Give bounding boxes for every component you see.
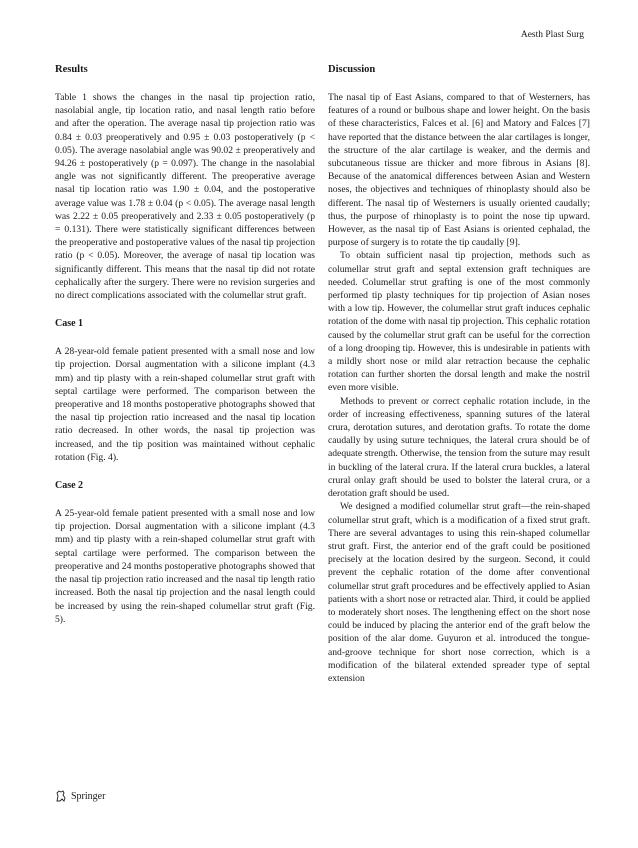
publisher-name: Springer (71, 790, 106, 802)
discussion-paragraph-3: Methods to prevent or correct cephalic rotation include, in the order of increasing effectiveness, spanning sutures of the lateral crura, derotation sutures, and derotation grafts. To rotate the dome caudally by using suture techniques, the lateral crura should be of adequate strength. Otherwise, the tension from the suture may result in buckling of the lateral crura. If the lateral crura buckles, a lateral crural onlay graft should be used to bolster the lateral crura, or a derotation graft should be used. (328, 395, 590, 500)
case1-heading: Case 1 (55, 318, 84, 330)
results-heading: Results (55, 64, 88, 75)
left-column (55, 63, 315, 641)
discussion-paragraph-1: The nasal tip of East Asians, compared to that of Westerners, has features of a round or bulbous shape and lower height. On the basis of these characteristics, Falces et al. [6] and Matory and Falces [7] have reported that the distance between the alar cartilages is longer, the structure of the alar cartilage is weaker, and the dermis and subcutaneous tissue are thicker and more fibrous in Asians [8]. Because of the anatomical differences between Asian and Western noses, the objectives and techniques of rhinoplasty should also be different. The nasal tip of Westerners is usually oriented caudally; thus, the purpose of rhinoplasty is to point the nose tip upward. However, as the nasal tip of East Asians is oriented cephalad, the purpose of surgery is to rotate the tip caudally [9]. (328, 92, 590, 249)
discussion-paragraph-4: We designed a modified columellar strut graft—the rein-shaped columellar strut graft, which is a modification of a fixed strut graft. There are several advantages to using this rein-shaped columellar strut graft. First, the anterior end of the graft could be positioned precisely at the location desired by the surgeon. Second, it could prevent the cephalic rotation of the dome after conventional columellar strut graft procedures and be effectively applied to Asian patients with a short nose or retracted alar. Third, it could be applied to moderately short noses. The lengthening effect on the short nose could be induced by placing the anterior end of the graft below the position of the alar dome. Guyuron et al. introduced the tongue-and-groove technique for short nose correction, which is a modification of the bilateral extended spreader type of septal extension (328, 501, 590, 684)
discussion-heading: Discussion (328, 64, 376, 75)
results-paragraph: Table 1 shows the changes in the nasal tip projection ratio, nasolabial angle, tip location ratio, and nasal length ratio before and after the operation. The average nasal tip projection ratio was 0.84 ± 0.03 preoperatively and 0.95 ± 0.03 postoperatively (p < 0.05). The average nasolabial angle was 90.02 ± preoperatively and 94.26 ± postoperatively (p = 0.097). The change in the nasolabial angle was not significantly different. The preoperative average nasal tip location ratio was 1.90 ± 0.04, and the postoperative average value was 1.78 ± 0.04 (p < 0.05). The average nasal length was 2.22 ± 0.05 preoperatively and 2.33 ± 0.05 postoperatively (p = 0.131). There were statistically significant differences between the preoperative and postoperative values of the nasal tip projection ratio (p < 0.05). Moreover, the average of nasal tip location was significantly different. This means that the nasal tip did not rotate cephalically after the surgery. There were no revision surgeries and no direct complications associated with the columellar strut graft. (55, 92, 315, 302)
case2-heading: Case 2 (55, 480, 84, 492)
discussion-paragraph-2: To obtain sufficient nasal tip projection, methods such as columellar strut graft and septal extension graft techniques are needed. Columellar strut grafting is one of the most commonly performed tip plasty techniques for tip projection of Asian noses with a low tip. However, the columellar strut graft induces cephalic rotation of the dome with nasal tip projection. This cephalic rotation caused by the columellar strut graft can be useful for the correction of a long drooping tip. However, this is undesirable in patients with a mildly short nose or mild alar retraction because the cephalic rotation can further shorten the dorsal length and make the nostril even more visible. (328, 250, 590, 394)
running-head-journal: Aesth Plast Surg (520, 30, 584, 40)
right-column (328, 63, 590, 685)
case1-paragraph: A 28-year-old female patient presented with a small nose and low tip projection. Dorsal augmentation with a silicone implant (4.3 mm) and tip plasty with a rein-shaped columellar strut graft with septal cartilage were performed. The comparison between the preoperative and 18 months postoperative photographs showed that the nasal tip projection ratio increased and the nasal tip location ratio decreased. In other words, the nasal tip projection was increased, and the tip position was maintained without cephalic rotation (Fig. 4). (55, 346, 315, 463)
springer-horse-icon (55, 790, 67, 802)
case2-paragraph: A 25-year-old female patient presented with a small nose and low tip projection. Dorsal augmentation with a silicone implant (4.3 mm) and tip plasty with a rein-shaped columellar strut graft with septal cartilage were performed. The comparison between the preoperative and 24 months postoperative photographs showed that the nasal tip projection ratio increased and the nasal tip length ratio increased. Both the nasal tip projection and the nasal length could be increased by using the rein-shaped columellar strut graft (Fig. 5). (55, 508, 315, 625)
footer (55, 790, 105, 802)
